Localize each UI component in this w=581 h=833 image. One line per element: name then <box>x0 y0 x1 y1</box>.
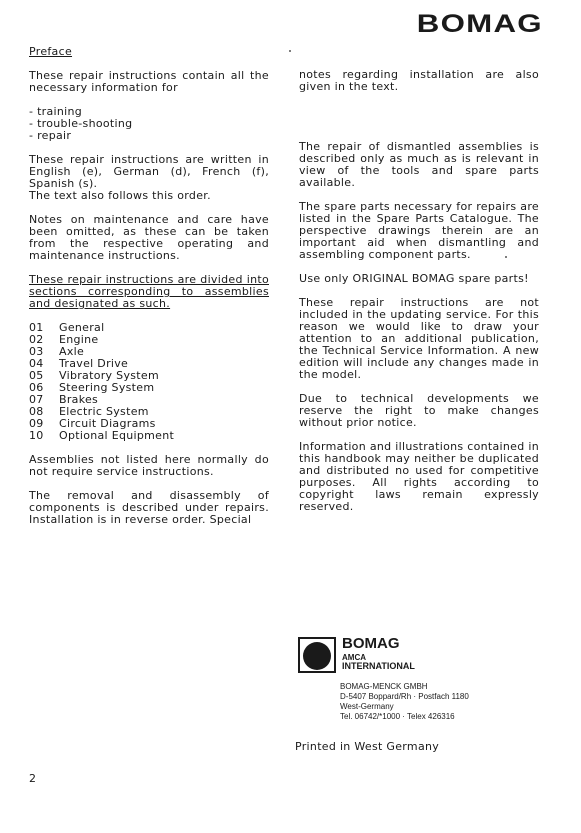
brand-logo: BOMAG <box>416 10 543 38</box>
address-line: D-5407 Boppard/Rh · Postfach 1180 <box>340 692 469 701</box>
globe-icon <box>298 637 336 673</box>
company-address <box>340 682 469 722</box>
copyright-paragraph: Information and illustrations contained in this handbook may neither be duplicated and distributed no used for competitive purposes. All rights according to copyright laws remain expressly reserved. <box>299 440 539 513</box>
scan-speck <box>289 50 291 52</box>
logo-amca: AMCA <box>342 653 366 662</box>
left-column <box>29 46 269 538</box>
purpose-list <box>29 106 269 142</box>
section-number: 05 <box>29 369 44 382</box>
section-number: 10 <box>29 429 44 442</box>
scan-speck <box>505 256 507 258</box>
purpose-item: - trouble-shooting <box>29 117 133 130</box>
address-line: West-Germany <box>340 702 394 711</box>
intro-paragraph: These repair instructions contain all the necessary information for <box>29 69 269 94</box>
section-title: Travel Drive <box>59 357 129 370</box>
section-title: Engine <box>59 333 99 346</box>
section-number: 07 <box>29 393 44 406</box>
languages-paragraph <box>29 154 269 202</box>
removal-paragraph: The removal and disassembly of components is described under repairs. Installation is in reverse order. Special <box>29 489 269 526</box>
section-title: General <box>59 321 105 334</box>
technical-paragraph: Due to technical developments we reserve the right to make changes without prior notice. <box>299 392 539 429</box>
sections-intro: These repair instructions are divided into sections corresponding to assemblies and designated as such. <box>29 273 269 310</box>
original-parts-paragraph: Use only ORIGINAL BOMAG spare parts! <box>299 272 529 285</box>
section-title: Electric System <box>59 405 149 418</box>
spare-parts-paragraph: The spare parts necessary for repairs are listed in the Spare Parts Catalogue. The perspective drawings therein are an important aid when dismantling and assembling component parts. <box>299 200 539 261</box>
assemblies-paragraph: Assemblies not listed here normally do not require service instructions. <box>29 453 269 478</box>
section-title: Optional Equipment <box>59 429 175 442</box>
printed-note: Printed in West Germany <box>295 740 440 753</box>
section-title: Circuit Diagrams <box>59 417 156 430</box>
section-number: 04 <box>29 357 44 370</box>
section-number: 06 <box>29 381 44 394</box>
section-number: 03 <box>29 345 44 358</box>
address-line: BOMAG-MENCK GMBH <box>340 682 428 691</box>
continuation-paragraph: notes regarding installation are also given in the text. <box>299 68 539 93</box>
section-list <box>29 322 269 442</box>
right-column <box>299 69 539 525</box>
purpose-item: - training <box>29 105 83 118</box>
section-row <box>29 430 269 442</box>
order-line: The text also follows this order. <box>29 189 211 202</box>
page-number: 2 <box>29 772 36 785</box>
languages-line: These repair instructions are written in English (e), German (d), French (f), Spanish (s). <box>29 153 269 190</box>
notes-paragraph: Notes on maintenance and care have been omitted, as these can be taken from the respective operating and maintenance instructions. <box>29 213 269 262</box>
section-title: Brakes <box>59 393 99 406</box>
section-number: 08 <box>29 405 44 418</box>
section-number: 02 <box>29 333 44 346</box>
section-title: Vibratory System <box>59 369 159 382</box>
updating-paragraph: These repair instructions are not included in the updating service. For this reason we would like to draw your attention to an additional publication, the Technical Service Information. A new edition will include any changes made in the model. <box>299 296 539 381</box>
section-number: 09 <box>29 417 44 430</box>
section-title: Axle <box>59 345 85 358</box>
section-number: 01 <box>29 321 44 334</box>
address-line: Tel. 06742/*1000 · Telex 426316 <box>340 712 455 721</box>
logo-international: INTERNATIONAL <box>342 661 415 671</box>
logo-name: BOMAG <box>342 635 400 652</box>
purpose-item: - repair <box>29 129 72 142</box>
section-title: Steering System <box>59 381 155 394</box>
preface-heading: Preface <box>29 45 73 58</box>
repair-paragraph: The repair of dismantled assemblies is described only as much as is relevant in view of the tools and spare parts available. <box>299 140 539 189</box>
